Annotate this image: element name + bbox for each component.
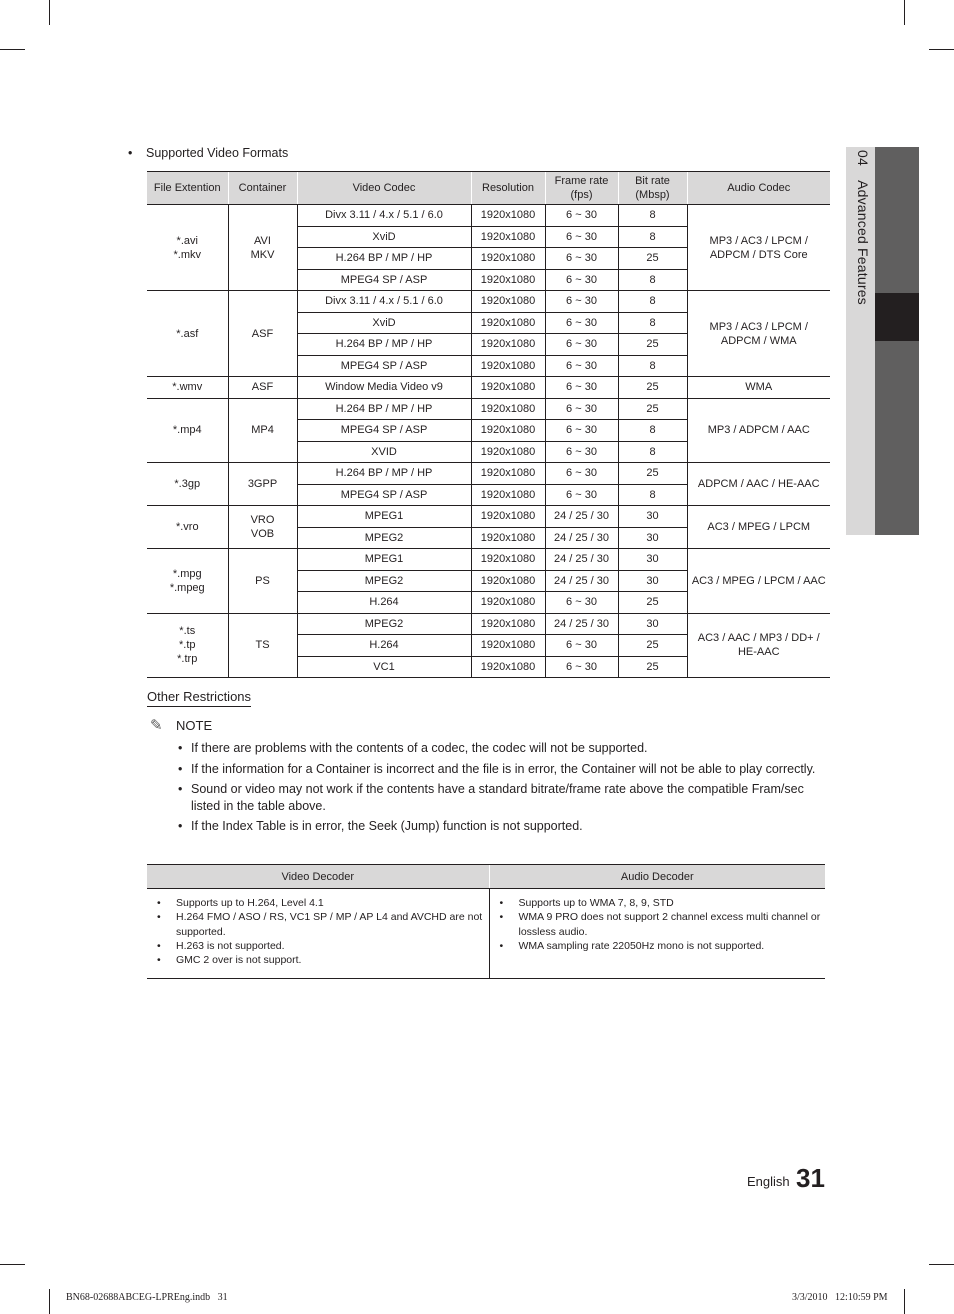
frame-rate-cell: 6 ~ 30 (545, 205, 618, 227)
file-extension-cell: *.avi *.mkv (147, 205, 228, 291)
video-codec-cell: Divx 3.11 / 4.x / 5.1 / 6.0 (297, 205, 471, 227)
video-codec-cell: MPEG2 (297, 570, 471, 592)
video-decoder-item: • H.263 is not supported. (147, 939, 485, 953)
container-cell: ASF (228, 291, 297, 377)
column-header: Container (228, 172, 297, 205)
resolution-cell: 1920x1080 (471, 334, 545, 356)
frame-rate-cell: 6 ~ 30 (545, 291, 618, 313)
resolution-cell: 1920x1080 (471, 226, 545, 248)
container-cell: AVI MKV (228, 205, 297, 291)
bit-rate-cell: 30 (618, 570, 687, 592)
table-row (147, 549, 830, 571)
video-codec-cell: XVID (297, 441, 471, 463)
bit-rate-cell: 25 (618, 377, 687, 399)
video-codec-cell: VC1 (297, 656, 471, 678)
frame-rate-cell: 24 / 25 / 30 (545, 570, 618, 592)
container-cell: PS (228, 549, 297, 614)
video-decoder-header: Video Decoder (147, 865, 490, 888)
footer-language: English (747, 1174, 790, 1189)
resolution-cell: 1920x1080 (471, 635, 545, 657)
frame-rate-cell: 6 ~ 30 (545, 463, 618, 485)
file-extension-cell: *.wmv (147, 377, 228, 399)
resolution-cell: 1920x1080 (471, 506, 545, 528)
resolution-cell: 1920x1080 (471, 355, 545, 377)
audio-codec-cell: ADPCM / AAC / HE-AAC (687, 463, 830, 506)
resolution-cell: 1920x1080 (471, 441, 545, 463)
note-item: • Sound or video may not work if the contents have a standard bitrate/frame rate above the compatible Fram/sec listed in the table above. (176, 781, 826, 814)
resolution-cell: 1920x1080 (471, 312, 545, 334)
bit-rate-cell: 8 (618, 269, 687, 291)
table-row (147, 377, 830, 399)
container-cell: VRO VOB (228, 506, 297, 549)
frame-rate-cell: 6 ~ 30 (545, 656, 618, 678)
video-codec-cell: H.264 BP / MP / HP (297, 248, 471, 270)
bit-rate-cell: 8 (618, 420, 687, 442)
frame-rate-cell: 6 ~ 30 (545, 398, 618, 420)
bit-rate-cell: 25 (618, 656, 687, 678)
frame-rate-cell: 6 ~ 30 (545, 248, 618, 270)
column-header: Bit rate (Mbsp) (618, 172, 687, 205)
frame-rate-cell: 6 ~ 30 (545, 420, 618, 442)
table-row (147, 506, 830, 528)
table-row (147, 463, 830, 485)
audio-codec-cell: MP3 / AC3 / LPCM / ADPCM / WMA (687, 291, 830, 377)
container-cell: 3GPP (228, 463, 297, 506)
pencil-icon: ✎ (150, 717, 163, 734)
bit-rate-cell: 8 (618, 226, 687, 248)
audio-decoder-item: • WMA sampling rate 22050Hz mono is not supported. (490, 939, 822, 953)
video-codec-cell: MPEG4 SP / ASP (297, 420, 471, 442)
bit-rate-cell: 25 (618, 635, 687, 657)
frame-rate-cell: 6 ~ 30 (545, 334, 618, 356)
note-item: • If there are problems with the contents of a codec, the codec will not be supported. (176, 740, 826, 757)
resolution-cell: 1920x1080 (471, 549, 545, 571)
video-codec-cell: H.264 (297, 592, 471, 614)
frame-rate-cell: 6 ~ 30 (545, 377, 618, 399)
audio-codec-cell: AC3 / MPEG / LPCM (687, 506, 830, 549)
file-extension-cell: *.asf (147, 291, 228, 377)
video-codec-cell: MPEG1 (297, 506, 471, 528)
section-title: • Supported Video Formats (128, 146, 289, 160)
note-item: • If the information for a Container is incorrect and the file is in error, the Container will not be able to play correctly. (176, 761, 826, 778)
crop-mark (49, 0, 50, 25)
bit-rate-cell: 30 (618, 549, 687, 571)
audio-codec-cell: MP3 / AC3 / LPCM / ADPCM / DTS Core (687, 205, 830, 291)
audio-codec-cell: MP3 / ADPCM / AAC (687, 398, 830, 463)
resolution-cell: 1920x1080 (471, 205, 545, 227)
column-header: Audio Codec (687, 172, 830, 205)
resolution-cell: 1920x1080 (471, 463, 545, 485)
bit-rate-cell: 8 (618, 484, 687, 506)
page-number: 31 (796, 1163, 825, 1193)
frame-rate-cell: 6 ~ 30 (545, 355, 618, 377)
chapter-title: Advanced Features (855, 180, 871, 305)
crop-mark (904, 0, 905, 25)
frame-rate-cell: 6 ~ 30 (545, 312, 618, 334)
crop-mark (929, 1264, 954, 1265)
frame-rate-cell: 6 ~ 30 (545, 484, 618, 506)
video-codec-cell: H.264 BP / MP / HP (297, 463, 471, 485)
container-cell: TS (228, 613, 297, 678)
video-decoder-item: • Supports up to H.264, Level 4.1 (147, 896, 485, 910)
crop-mark (0, 49, 25, 50)
audio-decoder-item: • WMA 9 PRO does not support 2 channel excess multi channel or lossless audio. (490, 910, 822, 939)
resolution-cell: 1920x1080 (471, 420, 545, 442)
video-decoder-list (147, 889, 489, 967)
bit-rate-cell: 8 (618, 291, 687, 313)
resolution-cell: 1920x1080 (471, 613, 545, 635)
resolution-cell: 1920x1080 (471, 484, 545, 506)
video-codec-cell: MPEG2 (297, 613, 471, 635)
table-row (147, 205, 830, 227)
file-extension-cell: *.3gp (147, 463, 228, 506)
bit-rate-cell: 25 (618, 248, 687, 270)
container-cell: MP4 (228, 398, 297, 463)
bit-rate-cell: 8 (618, 355, 687, 377)
frame-rate-cell: 6 ~ 30 (545, 441, 618, 463)
decoder-table (147, 864, 825, 979)
audio-decoder-item: • Supports up to WMA 7, 8, 9, STD (490, 896, 822, 910)
notes-list (176, 740, 826, 839)
note-item: • If the Index Table is in error, the Seek (Jump) function is not supported. (176, 818, 826, 835)
other-restrictions-heading: Other Restrictions (147, 689, 251, 707)
audio-decoder-list (490, 889, 826, 953)
video-decoder-item: • H.264 FMO / ASO / RS, VC1 SP / MP / AP L4 and AVCHD are not supported. (147, 910, 485, 939)
frame-rate-cell: 6 ~ 30 (545, 269, 618, 291)
note-heading: ✎ NOTE (150, 717, 213, 734)
video-codec-cell: MPEG1 (297, 549, 471, 571)
bit-rate-cell: 8 (618, 312, 687, 334)
chapter-tab-label (849, 150, 871, 305)
chapter-number: 04 (855, 150, 871, 166)
bit-rate-cell: 30 (618, 613, 687, 635)
audio-decoder-header: Audio Decoder (620, 870, 694, 883)
audio-codec-cell: AC3 / AAC / MP3 / DD+ / HE-AAC (687, 613, 830, 678)
crop-mark (0, 1264, 25, 1265)
video-codec-cell: MPEG4 SP / ASP (297, 269, 471, 291)
resolution-cell: 1920x1080 (471, 291, 545, 313)
resolution-cell: 1920x1080 (471, 527, 545, 549)
crop-mark (904, 1289, 905, 1314)
bit-rate-cell: 25 (618, 463, 687, 485)
file-extension-cell: *.vro (147, 506, 228, 549)
column-header: File Extention (147, 172, 228, 205)
chapter-tab-strip (875, 147, 919, 535)
frame-rate-cell: 24 / 25 / 30 (545, 506, 618, 528)
bit-rate-cell: 8 (618, 441, 687, 463)
crop-mark (49, 1289, 50, 1314)
resolution-cell: 1920x1080 (471, 592, 545, 614)
frame-rate-cell: 6 ~ 30 (545, 592, 618, 614)
bit-rate-cell: 25 (618, 398, 687, 420)
resolution-cell: 1920x1080 (471, 248, 545, 270)
resolution-cell: 1920x1080 (471, 570, 545, 592)
column-header: Resolution (471, 172, 545, 205)
video-codec-cell: Window Media Video v9 (297, 377, 471, 399)
bit-rate-cell: 25 (618, 592, 687, 614)
video-codec-cell: XviD (297, 312, 471, 334)
audio-codec-cell: AC3 / MPEG / LPCM / AAC (687, 549, 830, 614)
resolution-cell: 1920x1080 (471, 269, 545, 291)
file-extension-cell: *.mp4 (147, 398, 228, 463)
frame-rate-cell: 24 / 25 / 30 (545, 613, 618, 635)
frame-rate-cell: 24 / 25 / 30 (545, 549, 618, 571)
frame-rate-cell: 24 / 25 / 30 (545, 527, 618, 549)
audio-codec-cell: WMA (687, 377, 830, 399)
video-codec-cell: MPEG4 SP / ASP (297, 484, 471, 506)
bit-rate-cell: 25 (618, 334, 687, 356)
bit-rate-cell: 8 (618, 205, 687, 227)
video-codec-cell: H.264 BP / MP / HP (297, 398, 471, 420)
frame-rate-cell: 6 ~ 30 (545, 226, 618, 248)
file-extension-cell: *.mpg *.mpeg (147, 549, 228, 614)
resolution-cell: 1920x1080 (471, 398, 545, 420)
video-codec-cell: MPEG2 (297, 527, 471, 549)
print-timestamp: 3/3/2010 12:10:59 PM (792, 1292, 888, 1303)
column-header: Video Codec (297, 172, 471, 205)
resolution-cell: 1920x1080 (471, 656, 545, 678)
video-decoder-item: • GMC 2 over is not support. (147, 953, 485, 967)
bit-rate-cell: 30 (618, 506, 687, 528)
frame-rate-cell: 6 ~ 30 (545, 635, 618, 657)
print-file-info: BN68-02688ABCEG-LPREng.indb 31 (66, 1292, 228, 1303)
video-codec-cell: Divx 3.11 / 4.x / 5.1 / 6.0 (297, 291, 471, 313)
table-row (147, 613, 830, 635)
video-codec-cell: H.264 BP / MP / HP (297, 334, 471, 356)
crop-mark (929, 49, 954, 50)
chapter-tab-marker (875, 293, 919, 341)
video-codec-cell: MPEG4 SP / ASP (297, 355, 471, 377)
video-formats-table (147, 171, 830, 678)
column-header: Frame rate (fps) (545, 172, 618, 205)
video-codec-cell: H.264 (297, 635, 471, 657)
file-extension-cell: *.ts *.tp *.trp (147, 613, 228, 678)
container-cell: ASF (228, 377, 297, 399)
resolution-cell: 1920x1080 (471, 377, 545, 399)
table-row (147, 398, 830, 420)
table-row (147, 291, 830, 313)
bit-rate-cell: 30 (618, 527, 687, 549)
video-codec-cell: XviD (297, 226, 471, 248)
